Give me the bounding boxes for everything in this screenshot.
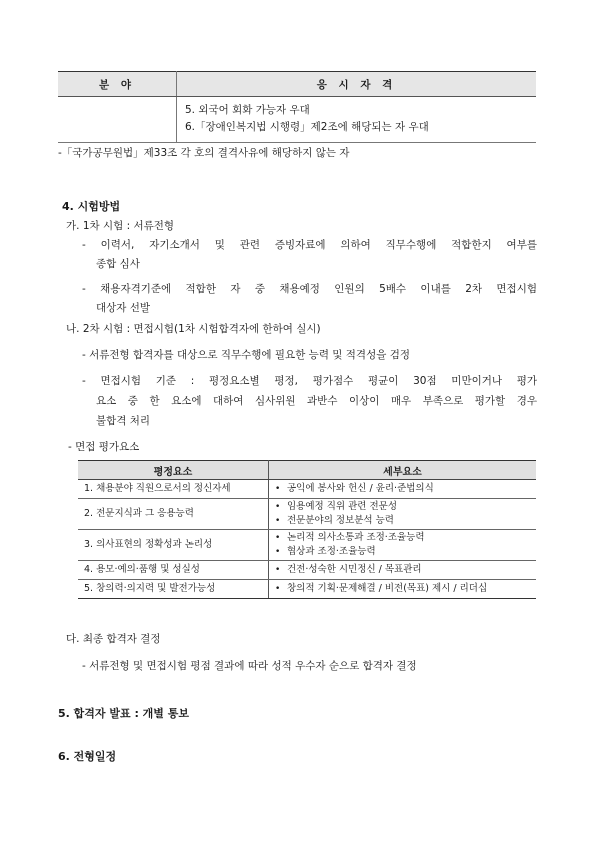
eval-detail-item: • 전문분야의 정보분석 능력 bbox=[275, 514, 530, 528]
step-na-bullet-2-line-1: - 면접시험 기준 : 평정요소별 평정, 평가점수 평균이 30점 미만이거나 평가 bbox=[82, 375, 537, 387]
step-da-bullet-1: - 서류전형 및 면접시험 평점 결과에 따라 성적 우수자 순으로 합격자 결정 bbox=[82, 660, 417, 672]
section-5-title: 5. 합격자 발표 : 개별 통보 bbox=[58, 707, 190, 720]
eval-element: 4. 용모·예의·품행 및 성실성 bbox=[78, 561, 269, 580]
step-ga-title: 가. 1차 시험 : 서류전형 bbox=[66, 220, 175, 232]
qualification-cell bbox=[177, 97, 537, 143]
eval-detail-item: • 임용예정 직위 관련 전문성 bbox=[275, 500, 530, 514]
qualification-table-header bbox=[58, 72, 536, 97]
evaluation-table bbox=[78, 460, 536, 599]
step-ga-bullet-2-line-2: 대상자 선발 bbox=[96, 302, 151, 314]
step-na-title: 나. 2차 시험 : 면접시험(1차 시험합격자에 한하여 실시) bbox=[66, 323, 321, 335]
evaluation-row bbox=[78, 499, 536, 530]
step-ga-bullet-2-line-1: - 채용자격기준에 적합한 자 중 채용예정 인원의 5배수 이내를 2차 면접시험 bbox=[82, 283, 537, 295]
disqualification-note: -「국가공무원법」제33조 각 호의 결격사유에 해당하지 않는 자 bbox=[58, 147, 350, 159]
evaluation-table-header bbox=[78, 461, 536, 480]
evaluation-row bbox=[78, 580, 536, 599]
step-na-bullet-2-line-2: 요소 중 한 요소에 대하여 심사위원 과반수 이상이 매우 부족으로 평가할 경우 bbox=[96, 395, 537, 407]
eval-detail-item: • 논리적 의사소통과 조정·조율능력 bbox=[275, 531, 530, 545]
step-na-bullet-1: - 서류전형 합격자를 대상으로 직무수행에 필요한 능력 및 적격성을 검정 bbox=[82, 349, 410, 361]
header-eval-element: 평정요소 bbox=[78, 461, 269, 480]
step-na-bullet-2-line-3: 불합격 처리 bbox=[96, 415, 151, 427]
eval-element: 5. 창의력·의지력 및 발전가능성 bbox=[78, 580, 269, 599]
eval-element: 2. 전문지식과 그 응용능력 bbox=[78, 499, 269, 530]
evaluation-row bbox=[78, 530, 536, 561]
qualification-line-5: 5. 외국어 회화 가능자 우대 bbox=[185, 104, 310, 116]
header-field: 분 야 bbox=[58, 72, 177, 97]
eval-elements-title: - 면접 평가요소 bbox=[68, 441, 140, 453]
eval-detail bbox=[269, 530, 537, 561]
eval-detail bbox=[269, 480, 537, 499]
header-eval-detail: 세부요소 bbox=[269, 461, 537, 480]
eval-detail-item: • 공익에 봉사와 헌신 / 윤리·준법의식 bbox=[275, 482, 530, 496]
step-da-title: 다. 최종 합격자 결정 bbox=[66, 633, 161, 645]
step-ga-bullet-1-line-2: 종합 심사 bbox=[96, 258, 140, 270]
header-qualification: 응 시 자 격 bbox=[177, 72, 537, 97]
eval-element: 3. 의사표현의 정확성과 논리성 bbox=[78, 530, 269, 561]
eval-detail bbox=[269, 561, 537, 580]
qualification-row bbox=[58, 97, 536, 143]
eval-detail-item: • 창의적 기획·문제해결 / 비전(목표) 제시 / 리더십 bbox=[275, 582, 530, 596]
eval-detail-item: • 건전·성숙한 시민정신 / 목표관리 bbox=[275, 563, 530, 577]
evaluation-row bbox=[78, 480, 536, 499]
eval-detail bbox=[269, 580, 537, 599]
field-cell bbox=[58, 97, 177, 143]
qualification-line-6: 6.「장애인복지법 시행령」제2조에 해당되는 자 우대 bbox=[185, 121, 429, 133]
eval-detail-item: • 협상과 조정·조율능력 bbox=[275, 545, 530, 559]
evaluation-row bbox=[78, 561, 536, 580]
step-ga-bullet-1-line-1: - 이력서, 자기소개서 및 관련 증빙자료에 의하여 직무수행에 적합한지 여부를 bbox=[82, 239, 537, 251]
section-4-title: 4. 시험방법 bbox=[62, 200, 121, 213]
qualification-table bbox=[58, 71, 536, 143]
section-6-title: 6. 전형일정 bbox=[58, 750, 117, 763]
eval-element: 1. 채용분야 직원으로서의 정신자세 bbox=[78, 480, 269, 499]
eval-detail bbox=[269, 499, 537, 530]
